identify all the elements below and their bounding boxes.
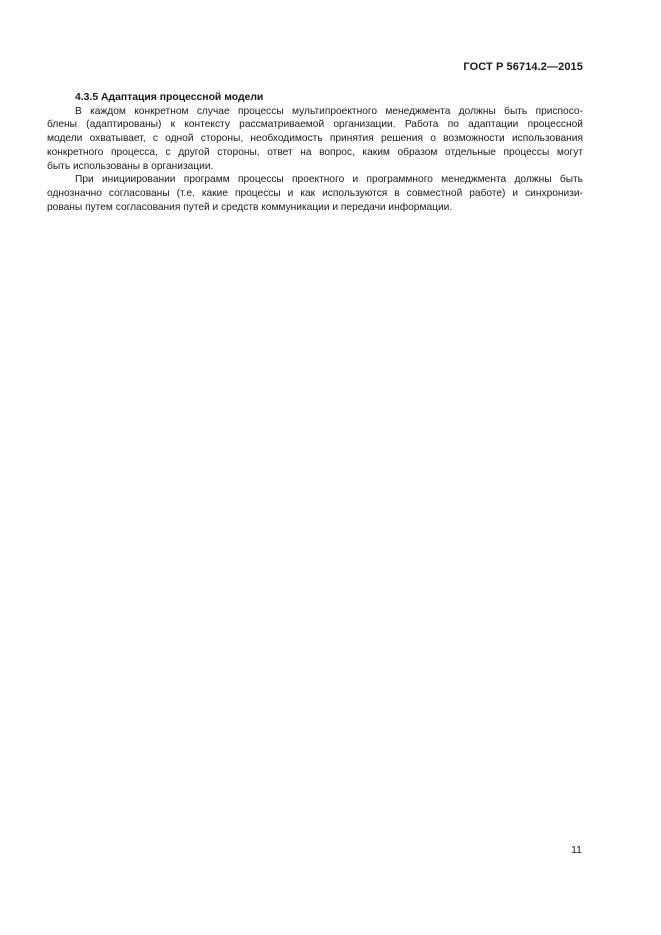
paragraph-program-initiation xyxy=(47,173,583,214)
paragraph-line: рованы путем согласования путей и средств коммуникации и передачи информации. xyxy=(47,201,453,213)
paragraph-line: При инициировании программ процессы проектного и программного менеджмента должны быть xyxy=(75,174,583,186)
section-content xyxy=(47,91,583,214)
paragraph-line: конкретного процесса, с другой стороны, ответ на вопрос, каким образом отдельные процессы могут xyxy=(47,146,583,158)
paragraph-line: модели охватывает, с одной стороны, необходимость принятия решения о возможности использования xyxy=(47,133,583,145)
paragraph-line: однозначно согласованы (т.е. какие процессы и как используются в совместной работе) и синхронизи- xyxy=(47,187,583,199)
paragraph-line: быть использованы в организации. xyxy=(47,160,214,172)
paragraph-line: В каждом конкретном случае процессы мультипроектного менеджмента должны быть приспосо- xyxy=(75,105,583,117)
section-heading: 4.3.5 Адаптация процессной модели xyxy=(75,92,264,103)
paragraph-line: блены (адаптированы) к контексту рассматриваемой организации. Работа по адаптации процессной xyxy=(47,119,583,131)
document-code-header: ГОСТ Р 56714.2—2015 xyxy=(463,61,583,73)
page-number: 11 xyxy=(571,844,582,856)
paragraph-adaptation xyxy=(47,105,583,174)
